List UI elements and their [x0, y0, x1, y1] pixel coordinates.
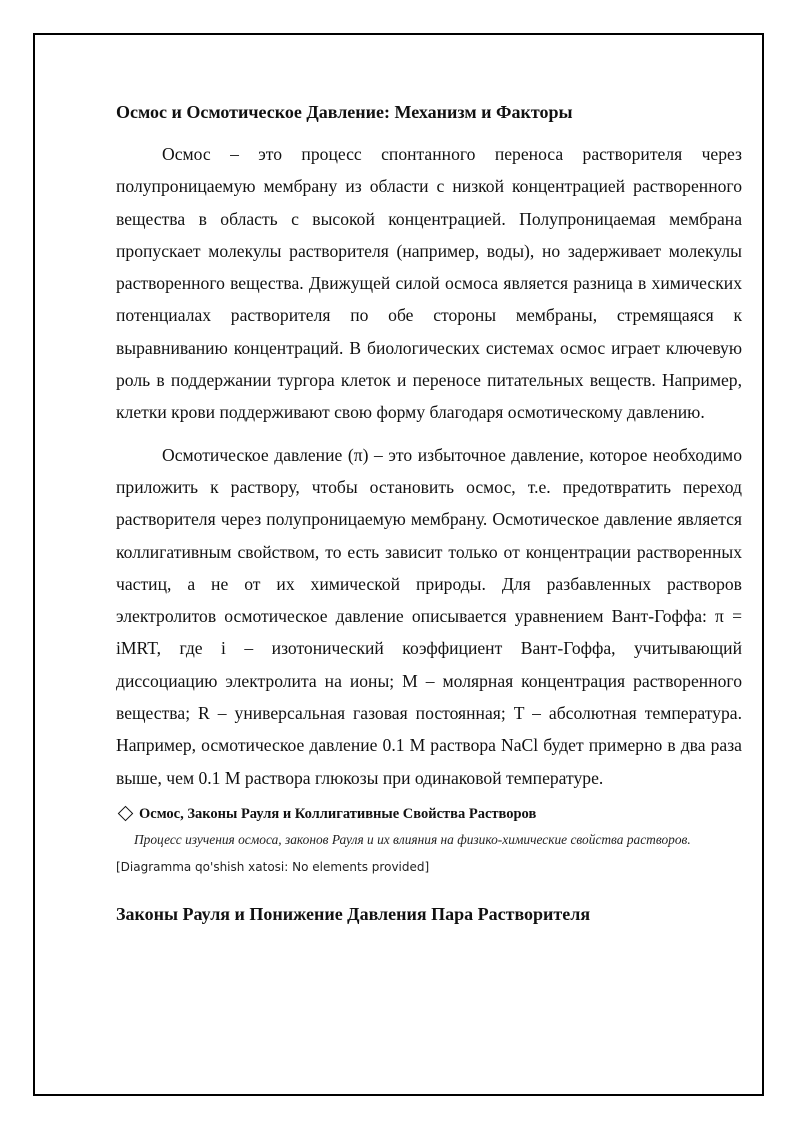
document-content — [116, 100, 742, 926]
diagram-block — [116, 804, 742, 875]
diagram-subtitle: Процесс изучения осмоса, законов Рауля и их влияния на физико-химические свойства растворов. — [134, 831, 691, 847]
paragraph-osmosis-definition: Осмос – это процесс спонтанного переноса растворителя через полупроницаемую мембрану из области с низкой концентрацией растворенного вещества в область с высокой концентрацией. Полупроницаемая мембрана пропускает молекулы растворителя (например, воды), но задерживает молекулы растворенного вещества. Движущей силой осмоса является разница в химических потенциалах растворителя по обе стороны мембраны, стремящаяся к выравниванию концентраций. В биологических системах осмос играет ключевую роль в поддержании тургора клеток и переносе питательных веществ. Например, клетки крови поддерживают свою форму благодаря осмотическому давлению. — [116, 144, 742, 423]
diagram-title-text: Осмос, Законы Рауля и Коллигативные Свойства Растворов — [139, 805, 537, 822]
section-heading-raoult: Законы Рауля и Понижение Давления Пара Растворителя — [116, 903, 591, 924]
diagram-error-message: [Diagramma qo'shish xatosi: No elements provided] — [116, 859, 430, 874]
section-heading-osmosis: Осмос и Осмотическое Давление: Механизм и Факторы — [116, 102, 573, 122]
diagram-title — [116, 804, 742, 824]
paragraph-osmotic-pressure: Осмотическое давление (π) – это избыточное давление, которое необходимо приложить к раствору, чтобы остановить осмос, т.е. предотвратить переход растворителя через полупроницаемую мембрану. Осмотическое давление является коллигативным свойством, то есть зависит только от концентрации растворенных частиц, а не от их химической природы. Для разбавленных растворов электролитов осмотическое давление описывается уравнением Вант-Гоффа: π = iMRT, где i – изотонический коэффициент Вант-Гоффа, учитывающий диссоциацию электролита на ионы; M – молярная концентрация растворенного вещества; R – универсальная газовая постоянная; T – абсолютная температура. Например, осмотическое давление 0.1 M раствора NaCl будет примерно в два раза выше, чем 0.1 M раствора глюкозы при одинаковой температуре. — [116, 444, 742, 788]
diamond-icon — [118, 806, 134, 822]
